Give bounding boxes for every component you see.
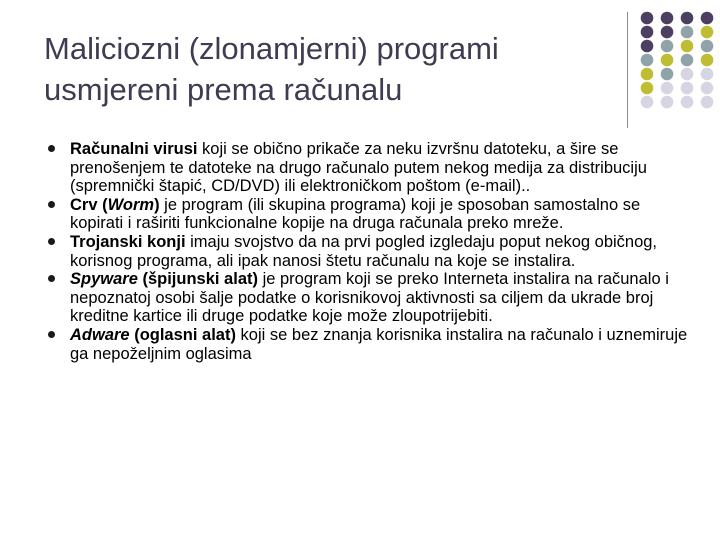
term-adware-note: (oglasni alat) [129,325,236,344]
slide-title [44,28,614,110]
bullet-dot [48,331,55,338]
desc-crv: je program (ili skupina programa) koji je sposoban samostalno se kopirati i raširiti funkcionalne kopije na druga računala preko mreže. [70,195,641,233]
term-worm: Worm [107,195,155,214]
term-spyware: Spyware [70,270,138,289]
bullet-dot [48,275,55,282]
bullet-spyware [48,270,688,326]
decorative-dot [681,26,694,39]
desc-virusi: koji se obično prikače za neku izvršnu datoteku, a šire se prenošenjem te datoteke na drugo računalo putem nekog medija za distribuciju (spremnički štapić, CD/DVD) ili elektroničkom poštom (e-mail).. [70,140,647,196]
bullet-dot [48,145,55,152]
decorative-dot [641,68,654,81]
decorative-dot [681,96,694,109]
bullet-dot [48,238,55,245]
decorative-dot [661,54,674,67]
desc-adware: koji se bez znanja korisnika instalira na računalo i uznemiruje ga nepoželjnim oglasima [70,325,688,363]
decorative-dot [701,12,714,25]
decorative-dot [641,26,654,39]
decorative-dot [661,12,674,25]
title-line-1: Maliciozni (zlonamjerni) programi [44,31,499,66]
decorative-dot [661,68,674,81]
decorative-dot [641,54,654,67]
decorative-dot [701,82,714,95]
decorative-dot [641,96,654,109]
term-crv: Crv [70,195,98,214]
bullet-trojanski [48,233,688,270]
decorative-dot [641,40,654,53]
term-crv-paren-open: ( [97,195,108,214]
decorative-dot [661,26,674,39]
decorative-dot [661,82,674,95]
decorative-dot [681,68,694,81]
bullet-adware [48,326,688,363]
desc-spyware: je program koji se preko Interneta instalira na računalo i nepoznatoj osobi šalje podatke o korisnikovoj aktivnosti sa ciljem da ukrade broj kreditne kartice ili druge podatke koje može zloupotrijebiti. [70,270,669,326]
term-spyware-note: (špijunski alat) [137,270,258,289]
decorative-dot [681,40,694,53]
decorative-dot [701,96,714,109]
decorative-dot [681,82,694,95]
title-line-2: usmjereni prema računalu [44,72,403,107]
decorative-dot [681,54,694,67]
desc-trojanski: imaju svojstvo da na prvi pogled izgledaju poput nekog običnog, korisnog programa, ali ipak nanosi štetu računalu na koje se instalira. [70,232,658,270]
decorative-dot [661,96,674,109]
decorative-dot-grid [639,10,720,110]
decorative-dot [681,12,694,25]
decorative-dot [641,12,654,25]
term-trojanski: Trojanski konji [70,232,186,251]
decorative-dot [661,40,674,53]
bullet-crv [48,196,688,233]
decorative-dot [701,68,714,81]
term-adware: Adware [70,325,130,344]
decorative-dot [701,26,714,39]
bullet-dot [48,201,55,208]
bullet-virusi [48,140,688,196]
decorative-dot [641,82,654,95]
divider-line [627,12,628,128]
bullet-list [48,140,688,363]
term-crv-paren-close: ) [154,195,160,214]
decorative-dot [701,54,714,67]
term-virusi: Računalni virusi [70,140,198,158]
decorative-dot [701,40,714,53]
